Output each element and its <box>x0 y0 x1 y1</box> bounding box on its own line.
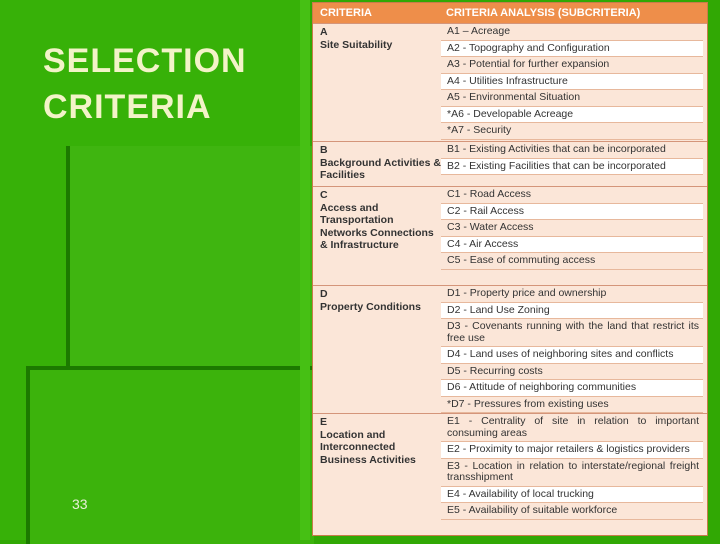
subcriteria-item: C5 - Ease of commuting access <box>441 253 703 270</box>
criteria-group-b <box>313 141 707 186</box>
subcriteria-list <box>441 24 703 140</box>
table-header <box>313 3 707 23</box>
subcriteria-item: D1 - Property price and ownership <box>441 286 703 303</box>
subcriteria-list <box>441 414 703 520</box>
criteria-name: Site Suitability <box>320 38 393 51</box>
subcriteria-item: B2 - Existing Facilities that can be incorporated <box>441 159 703 176</box>
criteria-group-a <box>313 23 707 141</box>
criteria-group-c <box>313 186 707 285</box>
subcriteria-item: D4 - Land uses of neighboring sites and conflicts <box>441 347 703 364</box>
subcriteria-item: D6 - Attitude of neighboring communities <box>441 380 703 397</box>
criteria-code: C <box>320 189 328 201</box>
criteria-code: A <box>320 26 328 38</box>
page-number: 33 <box>72 496 88 512</box>
criteria-name: Access and Transportation Networks Connections & Infrastructure <box>320 201 434 251</box>
criteria-label <box>320 144 442 182</box>
subcriteria-item: C1 - Road Access <box>441 187 703 204</box>
subcriteria-item: B1 - Existing Activities that can be incorporated <box>441 142 703 159</box>
subcriteria-list <box>441 142 703 175</box>
subcriteria-item: D5 - Recurring costs <box>441 364 703 381</box>
criteria-group-e <box>313 413 707 535</box>
subcriteria-item: D3 - Covenants running with the land that restrict its free use <box>441 319 703 347</box>
criteria-name: Background Activities & Facilities <box>320 156 441 181</box>
criteria-label <box>320 288 442 313</box>
subcriteria-item: *A7 - Security <box>441 123 703 140</box>
slide-title <box>43 38 293 130</box>
subcriteria-item: E3 - Location in relation to interstate/regional freight transshipment <box>441 459 703 487</box>
subcriteria-list <box>441 187 703 270</box>
criteria-code: D <box>320 288 328 300</box>
subcriteria-item: E4 - Availability of local trucking <box>441 487 703 504</box>
header-criteria: CRITERIA <box>320 7 372 19</box>
subcriteria-item: *D7 - Pressures from existing uses <box>441 397 703 414</box>
subcriteria-item: C3 - Water Access <box>441 220 703 237</box>
subcriteria-list <box>441 286 703 413</box>
decorative-strip <box>300 0 310 540</box>
subcriteria-item: E1 - Centrality of site in relation to important consuming areas <box>441 414 703 442</box>
subcriteria-item: D2 - Land Use Zoning <box>441 303 703 320</box>
criteria-code: B <box>320 144 328 156</box>
slide-title-line2: CRITERIA <box>43 88 212 126</box>
subcriteria-item: A5 - Environmental Situation <box>441 90 703 107</box>
decorative-frame-lower <box>26 366 314 544</box>
criteria-name: Location and Interconnected Business Activities <box>320 428 416 466</box>
subcriteria-item: *A6 - Developable Acreage <box>441 107 703 124</box>
header-subcriteria: CRITERIA ANALYSIS (SUBCRITERIA) <box>446 7 641 19</box>
subcriteria-item: A2 - Topography and Configuration <box>441 41 703 58</box>
criteria-label <box>320 189 442 252</box>
criteria-code: E <box>320 416 328 428</box>
decorative-frame-upper <box>66 146 314 370</box>
slide-title-line1: SELECTION <box>43 42 247 80</box>
criteria-label <box>320 416 442 466</box>
subcriteria-item: A3 - Potential for further expansion <box>441 57 703 74</box>
subcriteria-item: C2 - Rail Access <box>441 204 703 221</box>
criteria-table <box>312 2 708 536</box>
subcriteria-item: C4 - Air Access <box>441 237 703 254</box>
criteria-group-d <box>313 285 707 413</box>
subcriteria-item: E5 - Availability of suitable workforce <box>441 503 703 520</box>
subcriteria-item: A4 - Utilities Infrastructure <box>441 74 703 91</box>
criteria-label <box>320 26 442 51</box>
subcriteria-item: A1 – Acreage <box>441 24 703 41</box>
criteria-name: Property Conditions <box>320 300 421 313</box>
subcriteria-item: E2 - Proximity to major retailers & logistics providers <box>441 442 703 459</box>
